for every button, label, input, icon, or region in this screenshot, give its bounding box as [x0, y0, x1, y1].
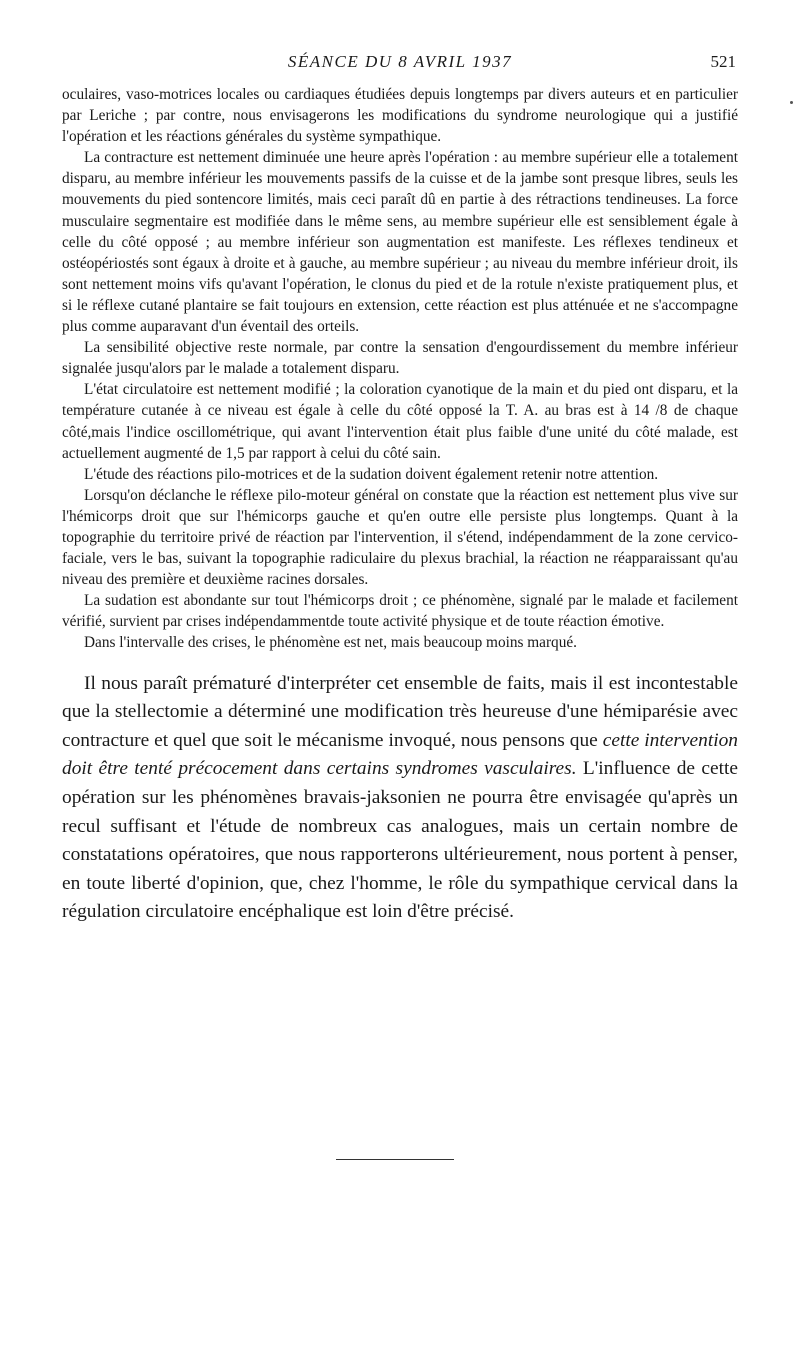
conclusion-italic: cette intervention doit être tenté précocement dans certains syndromes vasculaires. [62, 729, 738, 780]
margin-mark [790, 101, 793, 104]
paragraph-pilo-motrices: L'étude des réactions pilo-motrices et de la sudation doivent également retenir notre attention. [84, 465, 659, 483]
conclusion-text-end: L'influence de cette opération sur les phénomènes bravais-jaksonien ne pourra être envisagée qu'après un recul suffisant et l'étude de nombreux cas analogues, mais un certain nombre de constatations opératoires, que nous rapporterons ultérieurement, nous portent à penser, en toute liberté d'opinion, que, chez l'homme, le rôle du sympathique cervical dans la régulation circulatoire encéphalique est loin d'être précisé. [62, 758, 738, 923]
conclusion-section [62, 670, 738, 927]
page-header [62, 52, 738, 80]
running-title: SÉANCE DU 8 AVRIL 1937 [287, 52, 513, 71]
document-page [62, 52, 738, 927]
conclusion-paragraph [62, 670, 738, 927]
paragraph-reflexe-pilo-moteur: Lorsqu'on déclanche le réflexe pilo-moteur général on constate que la réaction est nettement plus vive sur l'hémicorps droit que sur l'hémicorps gauche et qu'en outre elle persiste plus longtemps. Quant à la topographie du territoire privé de réaction par l'intervention, il s'étend, indépendamment de la zone cervico-faciale, vers le bas, suivant la topographie radiculaire du plexus brachial, la réaction ne réapparaissant qu'au niveau des première et deuxième racines dorsales. [62, 486, 738, 589]
page-number: 521 [710, 52, 736, 71]
paragraph-continuation: oculaires, vaso-motrices locales ou cardiaques étudiées depuis longtemps par divers auteurs et en particulier par Leriche ; par contre, nous envisagerons les modifications du syndrome neurologique qui a justifié l'opération et les réactions générales du système sympathique. [62, 86, 738, 146]
body-text-small [62, 84, 738, 654]
conclusion-text-start: Il nous paraît prématuré d'interpréter cet ensemble de faits, mais il est incontestable que la stellectomie a déterminé une modification très heureuse d'une hémiparésie avec contracture et quel que soit le mécanisme invoqué, nous pensons que [62, 672, 738, 751]
paragraph-contracture: La contracture est nettement diminuée une heure après l'opération : au membre supérieur elle a totalement disparu, au membre inférieur les mouvements passifs de la cuisse et de la jambe sont presque libres, seuls les mouvements du pied sontencore limités, mais ceci paraît dû en partie à des rétractions tendineuses. La force musculaire segmentaire est modifiée dans le même sens, au membre supérieur elle est sensiblement égale à celle du côté opposé ; au membre inférieur son augmentation est manifeste. Les réflexes tendineux et ostéopériostés sont égaux à droite et à gauche, au membre supérieur ; au niveau du membre inférieur droit, ils sont nettement moins vifs qu'avant l'opération, le clonus du pied et de la rotule n'existe pratiquement plus, et si le réflexe cutané plantaire se fait toujours en extension, cette réaction est plus atténuée et ne s'accompagne plus comme auparavant d'un éventail des orteils. [62, 149, 738, 336]
end-rule [336, 1159, 454, 1160]
paragraph-etat-circulatoire: L'état circulatoire est nettement modifié ; la coloration cyanotique de la main et du pied ont disparu, et la température cutanée à ce niveau est égale à celle du côté opposé la T. A. au bras est à 14 /8 de chaque côté,mais l'indice oscillométrique, qui avant l'intervention était plus faible d'une unité du côté malade, est actuellement augmenté de 1,5 par rapport à celui du côté sain. [62, 381, 738, 462]
paragraph-sensibilite: La sensibilité objective reste normale, par contre la sensation d'engourdissement du membre inférieur signalée jusqu'alors par le malade a totalement disparu. [62, 339, 738, 378]
paragraph-intervalle: Dans l'intervalle des crises, le phénomène est net, mais beaucoup moins marqué. [84, 634, 577, 652]
paragraph-sudation: La sudation est abondante sur tout l'hémicorps droit ; ce phénomène, signalé par le malade et facilement vérifié, survient par crises indépendammentde toute activité physique et de toute réaction émotive. [62, 592, 738, 631]
